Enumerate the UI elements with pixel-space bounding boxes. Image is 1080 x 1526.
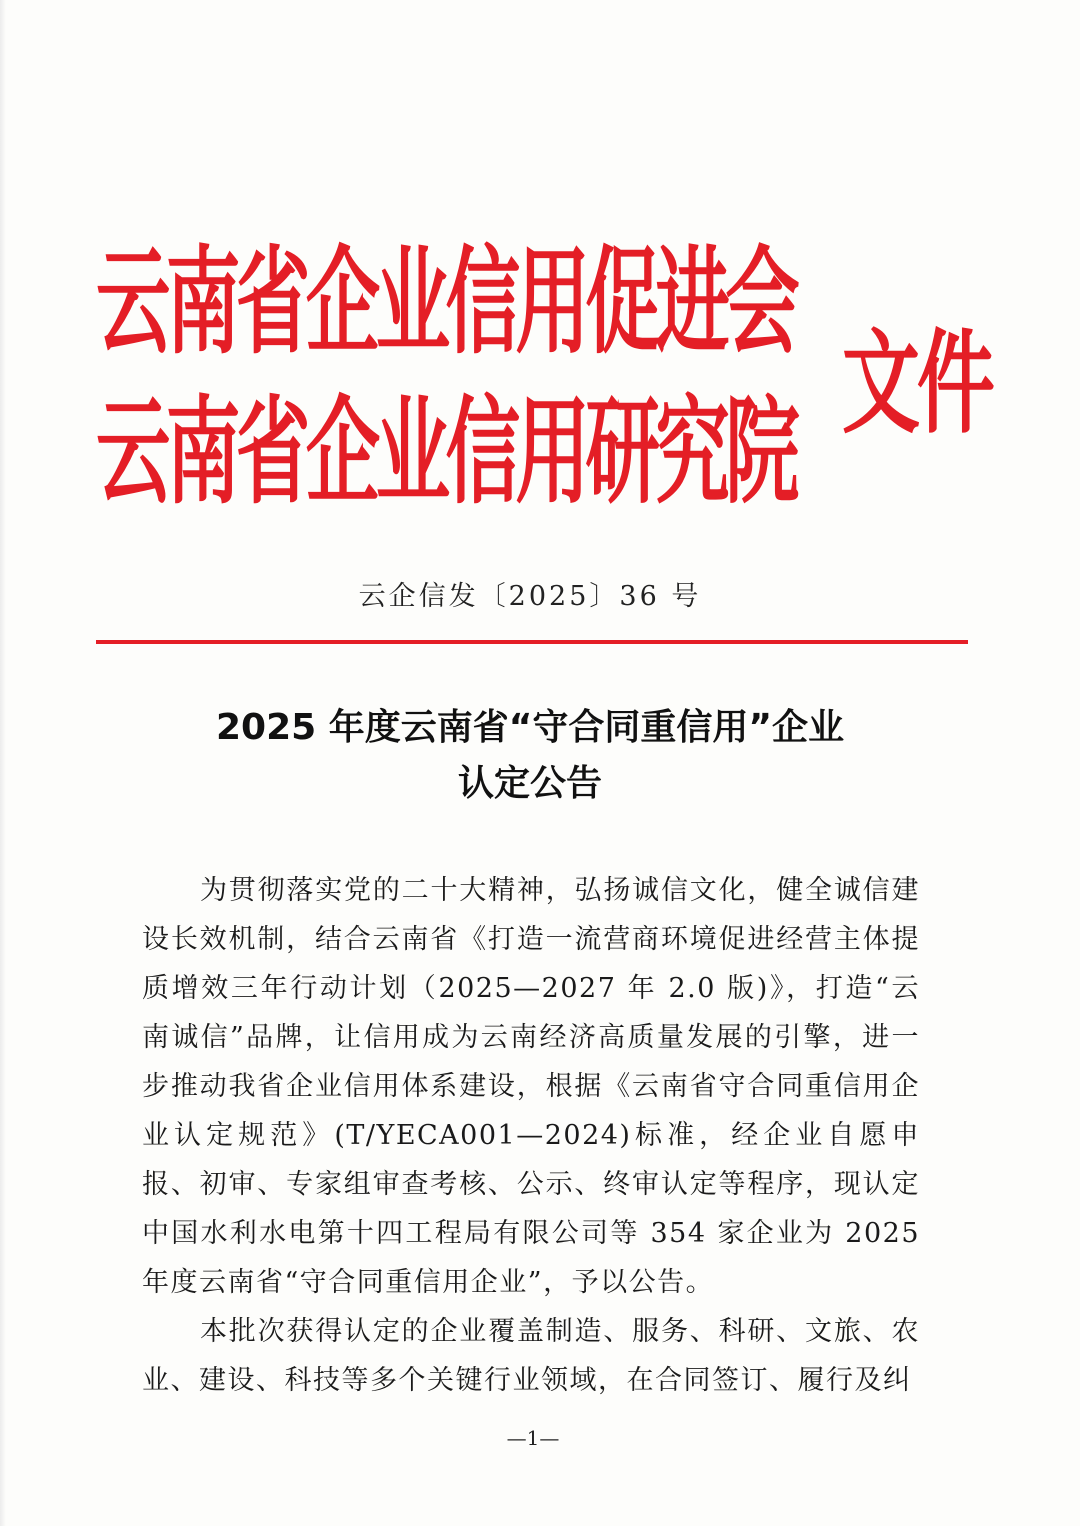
org-name-promotion-association: 云南省企业信用促进会 — [96, 234, 796, 371]
body-paragraph-2: 本批次获得认定的企业覆盖制造、服务、科研、文旅、农业、建设、科技等多个关键行业领域，在合同签订、履行及纠 — [142, 1316, 920, 1396]
page-number: —1— — [506, 1426, 560, 1450]
document-number: 云企信发〔2025〕36 号 — [358, 581, 702, 612]
body-paragraph-1: 为贯彻落实党的二十大精神，弘扬诚信文化，健全诚信建设长效机制，结合云南省《打造一流营商环境促进经营主体提质增效三年行动计划（2025—2027 年 2.0 版)》，打造“云南诚信”品牌，让信用成为云南经济高质量发展的引擎，进一步推动我省企业信用体系建设，根据《云南省守合同重信用企业认定规范》(T/YECA001—2024)标准，经企业自愿申报、初审、专家组审查考核、公示、终审认定等程序，现认定中国水利水电第十四工程局有限公司等 354 家企业为 2025 年度云南省“守合同重信用企业”，予以公告。 — [142, 875, 920, 1298]
issuing-organizations — [96, 228, 816, 528]
document-label: 文件 — [842, 316, 992, 450]
scan-edge-shadow — [0, 0, 6, 1526]
org-name-research-institute: 云南省企业信用研究院 — [96, 384, 796, 521]
red-divider-line — [96, 640, 968, 644]
title-line-1: 2025 年度云南省“守合同重信用”企业 — [215, 707, 845, 748]
title-line-2: 认定公告 — [457, 763, 602, 804]
announcement-title — [140, 700, 920, 812]
announcement-body — [142, 866, 920, 1405]
